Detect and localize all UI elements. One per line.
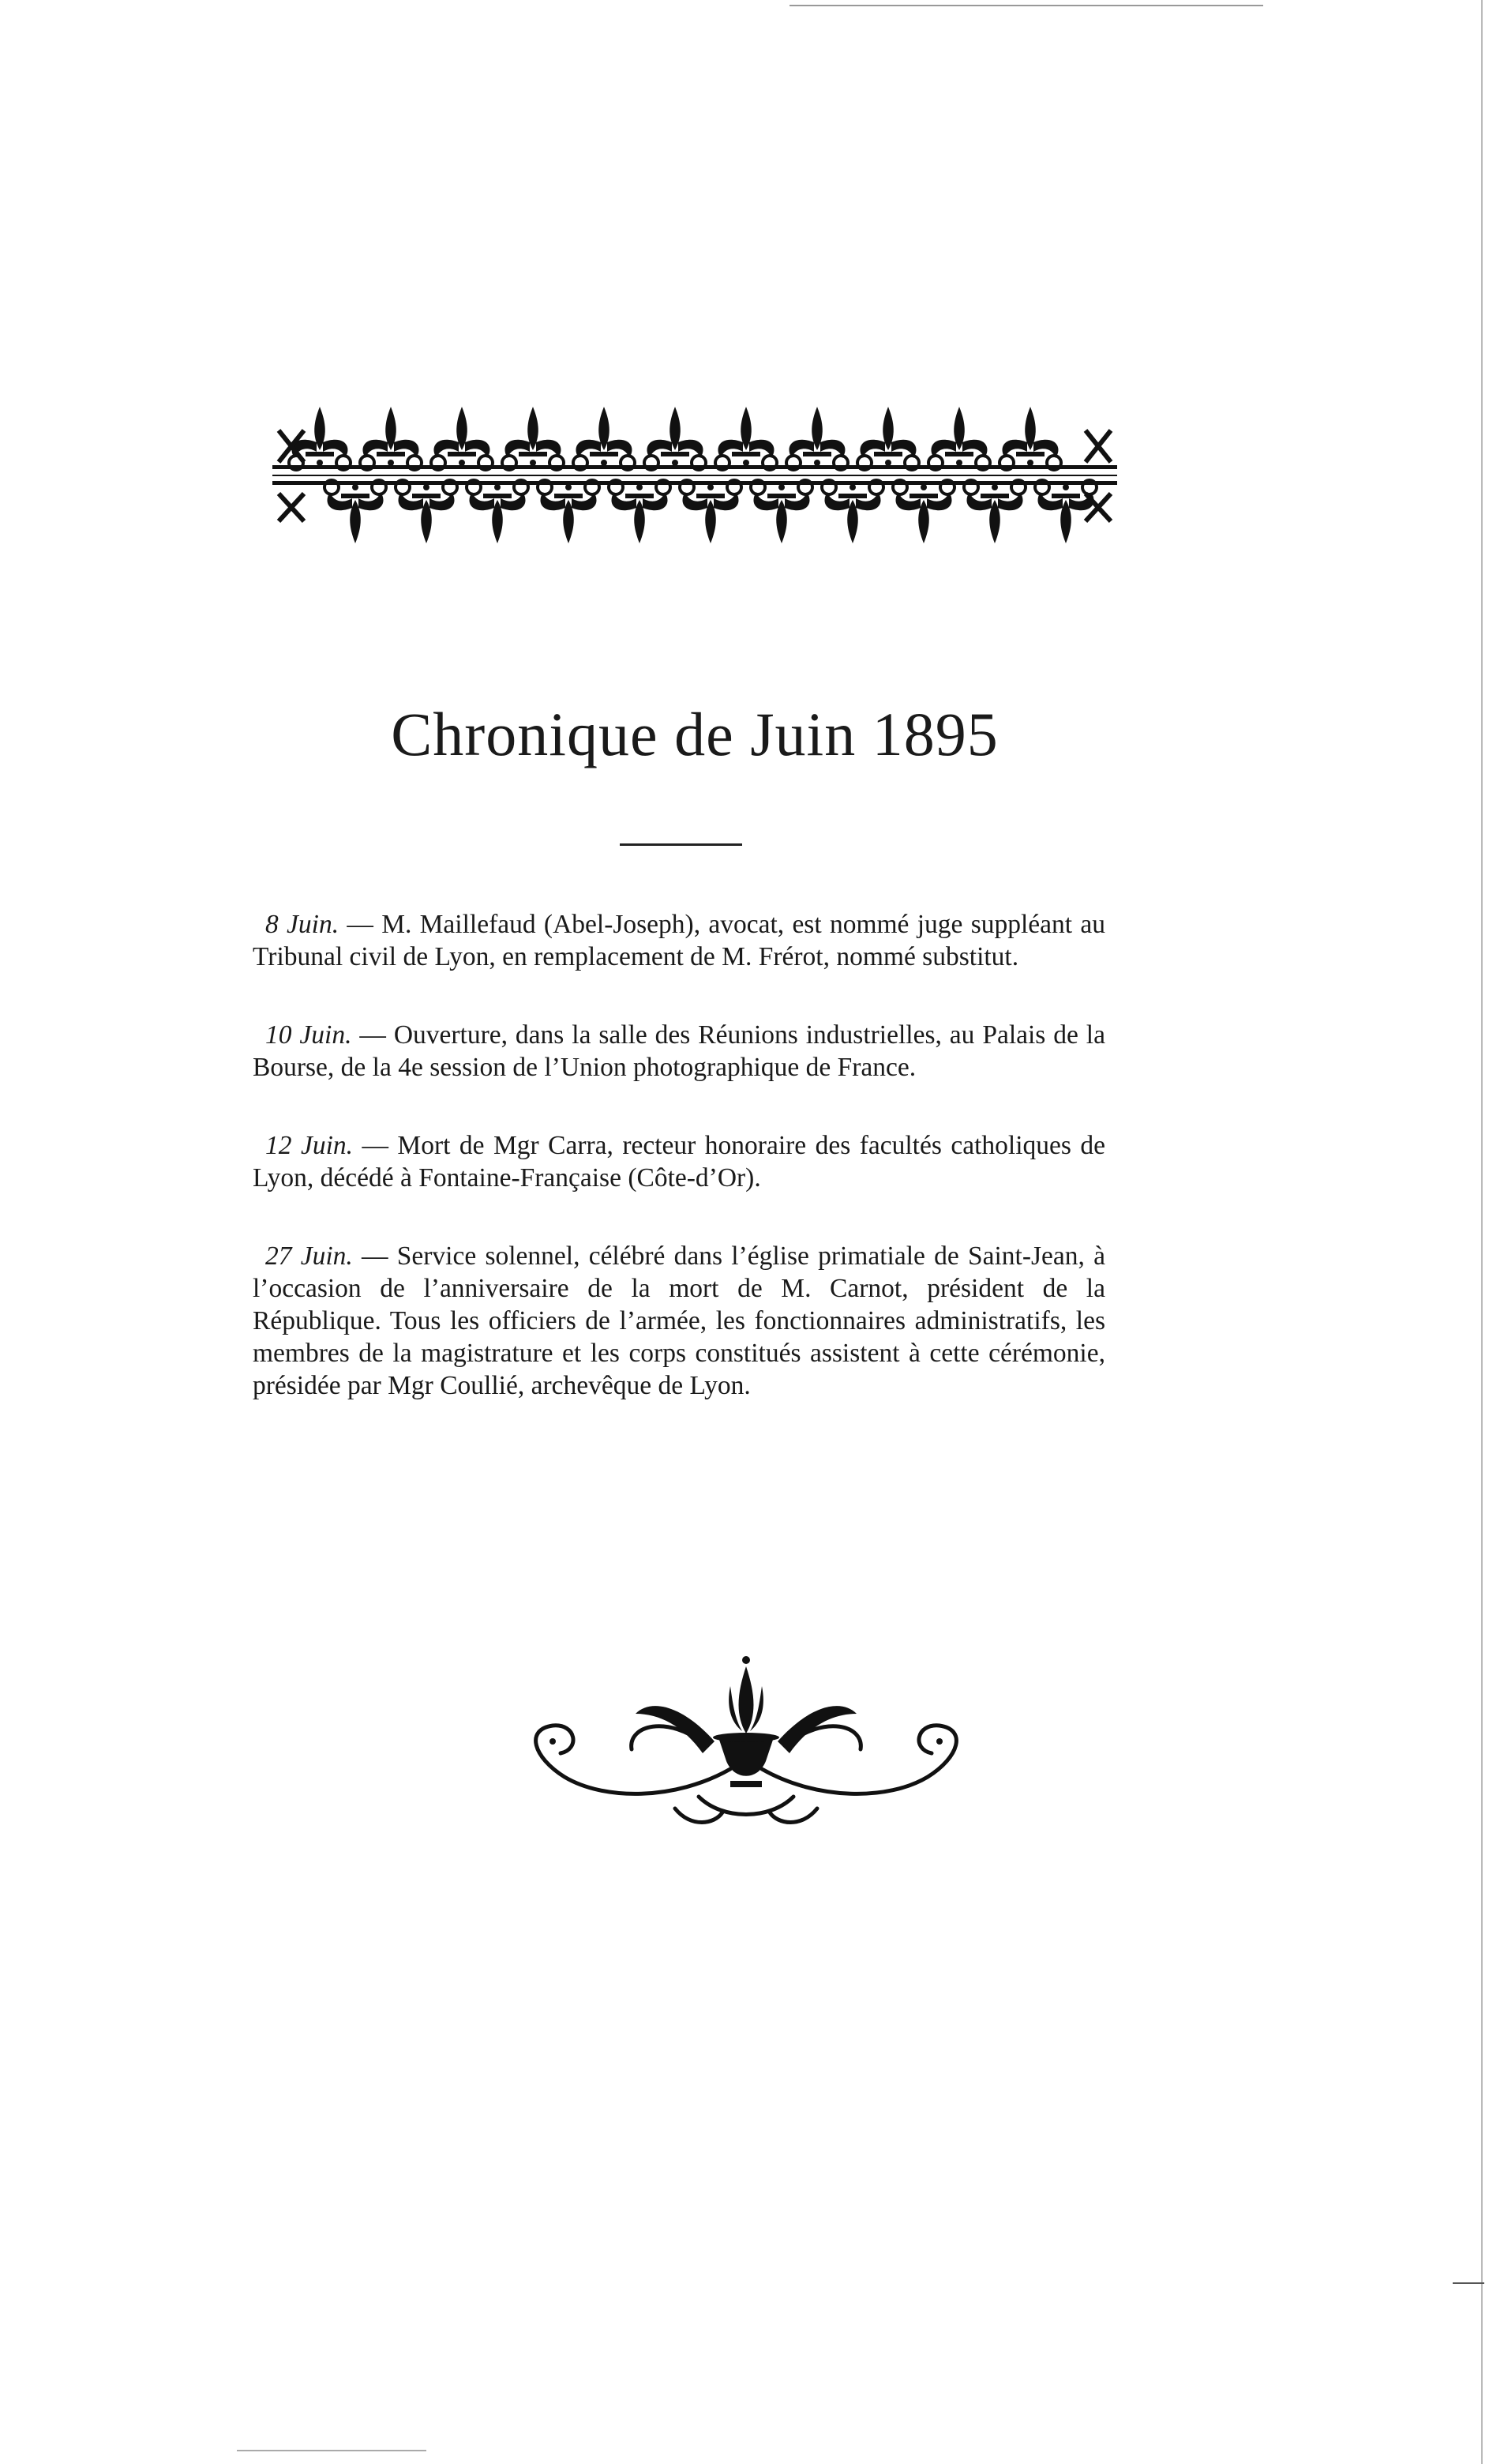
chronicle-entry (253, 1129, 1105, 1194)
chronicle-entry (253, 1240, 1105, 1402)
scan-edge-line (1453, 2282, 1484, 2284)
entry-text: — Mort de Mgr Carra, recteur honoraire des facultés catholiques de Lyon, décédé à Fontaine-Française (Côte-d’Or). (253, 1131, 1105, 1193)
page-title: Chronique de Juin 1895 (391, 700, 999, 768)
entry-date: 8 Juin. (265, 910, 339, 939)
entry-date: 10 Juin. (265, 1020, 352, 1050)
entry-date: 12 Juin. (265, 1131, 354, 1160)
fleur-de-lis-border-ornament (272, 383, 1117, 565)
entry-date: 27 Juin. (265, 1241, 353, 1271)
scan-edge-line (237, 2450, 426, 2451)
title-divider (620, 843, 742, 846)
scan-edge-line (1481, 0, 1483, 2464)
chronicle-entry (253, 1019, 1105, 1084)
chronicle-entry (253, 908, 1105, 973)
chronicle-entries (253, 908, 1105, 1448)
entry-text: — Ouverture, dans la salle des Réunions industrielles, au Palais de la Bourse, de la 4e session de l’Union photographique de France. (253, 1020, 1105, 1082)
entry-text: — M. Maillefaud (Abel-Joseph), avocat, est nommé juge suppléant au Tribunal civil de Lyon, en remplacement de M. Frérot, nommé substitut. (253, 910, 1105, 971)
scroll-vase-tailpiece-ornament (493, 1651, 999, 1832)
scan-edge-line (790, 5, 1263, 6)
entry-text: — Service solennel, célébré dans l’église primatiale de Saint-Jean, à l’occasion de l’anniversaire de la mort de M. Carnot, président de la République. Tous les officiers de l’armée, les fonctionnaires administratifs, les membres de la magistrature et les corps constitués assistent à cette cérémonie, présidée par Mgr Coullié, archevêque de Lyon. (253, 1241, 1105, 1400)
